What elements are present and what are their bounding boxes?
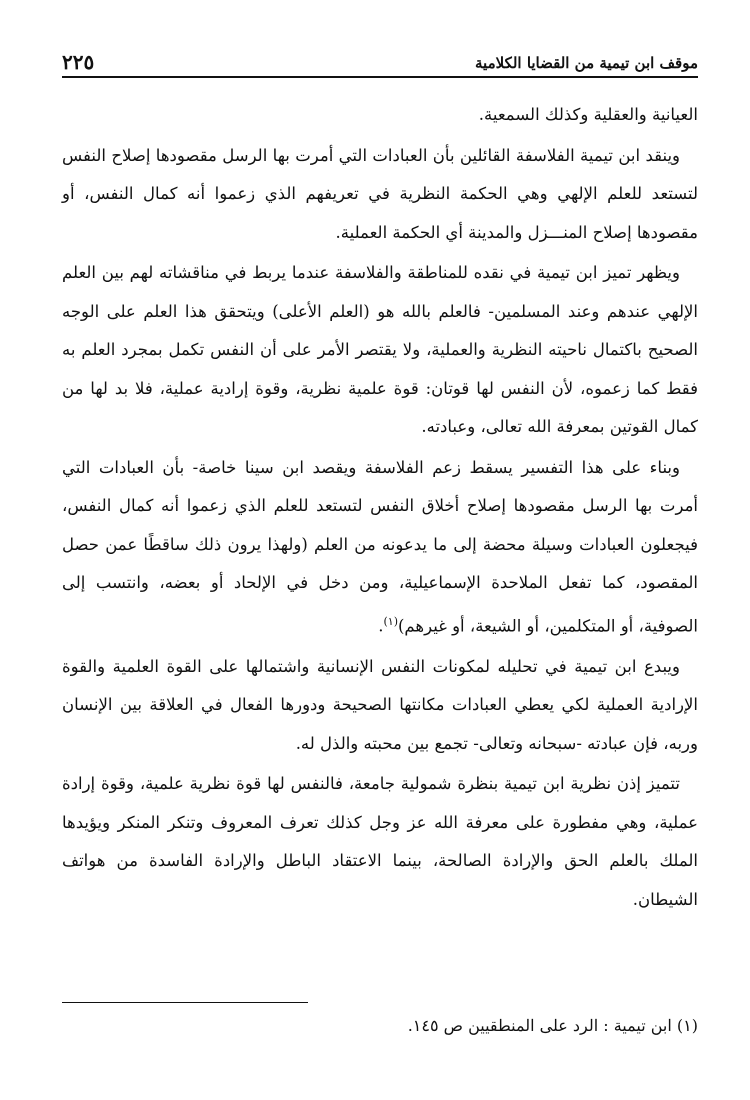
paragraph-4-text: وبناء على هذا التفسير يسقط زعم الفلاسفة ويقصد ابن سينا خاصة- بأن العبادات التي أمرت بها الرسل مقصودها إصلاح أخلاق النفس لتستعد للعلم الذي زعموا أنه كمال النفس، فيجعلون العبادات وسيلة محضة إلى ما يدعونه من العلم (ولهذا يرون ذلك ساقطًا عمن حصل المقصود، كما تفعل الملاحدة الإسماعيلية، ومن دخل في الإلحاد أو بعضه، وانتسب إلى الصوفية، أو المتكلمين، أو الشيعة، أو غيرهم) — [62, 457, 698, 635]
paragraph-3: ويظهر تميز ابن تيمية في نقده للمناطقة والفلاسفة عندما يربط في مناقشاته لهم بين العلم الإلهي عندهم وعند المسلمين- فالعلم بالله هو (العلم الأعلى) ويتحقق هذا العلم على الوجه الصحيح باكتمال ناحيته النظرية والعملية، ولا يقتصر الأمر على أن النفس تكمل بمجرد العلم به فقط كما زعموه، لأن النفس لها قوتان: قوة علمية نظرية، وقوة إرادية عملية، فلا بد لها من كمال القوتين بمعرفة الله تعالى، وعبادته. — [62, 263, 698, 436]
body-text — [62, 96, 698, 921]
page-number: ٢٢٥ — [62, 50, 95, 74]
footnote: (١) ابن تيمية : الرد على المنطقيين ص ١٤٥. — [407, 1016, 698, 1035]
paragraph-4-end: . — [378, 616, 384, 635]
paragraph-4 — [62, 449, 698, 646]
footnote-reference[interactable]: (١) — [383, 614, 398, 628]
running-title: موقف ابن تيمية من القضايا الكلامية — [475, 54, 698, 72]
paragraph-2: وينقد ابن تيمية الفلاسفة القائلين بأن العبادات التي أمرت بها الرسل مقصودها إصلاح النفس لتستعد للعلم الإلهي وهي الحكمة النظرية في تعريفهم الذي زعموا أنه كمال النفس، أو مقصودها إصلاح المنـــزل والمدينة أي الحكمة العملية. — [62, 145, 698, 242]
page-header — [62, 46, 698, 78]
footnote-divider — [62, 1002, 308, 1003]
paragraph-6: تتميز إذن نظرية ابن تيمية بنظرة شمولية جامعة، فالنفس لها قوة نظرية علمية، وقوة إرادة عملية، وهي مفطورة على معرفة الله عز وجل كذلك تعرف المعروف وتنكر المنكر ويؤيدها الملك بالعلم الحق والإرادة الصالحة، بينما الاعتقاد الباطل والإرادة الفاسدة من هواتف الشيطان. — [62, 774, 698, 909]
paragraph-1: العيانية والعقلية وكذلك السمعية. — [478, 105, 698, 124]
paragraph-5: ويبدع ابن تيمية في تحليله لمكونات النفس الإنسانية واشتمالها على القوة العلمية والقوة الإرادية العملية لكي يعطي العبادات مكانتها الصحيحة ودورها الفعال في العلاقة بين الإنسان وربه، فإن عبادته -سبحانه وتعالى- تجمع بين محبته والذل له. — [62, 656, 698, 753]
